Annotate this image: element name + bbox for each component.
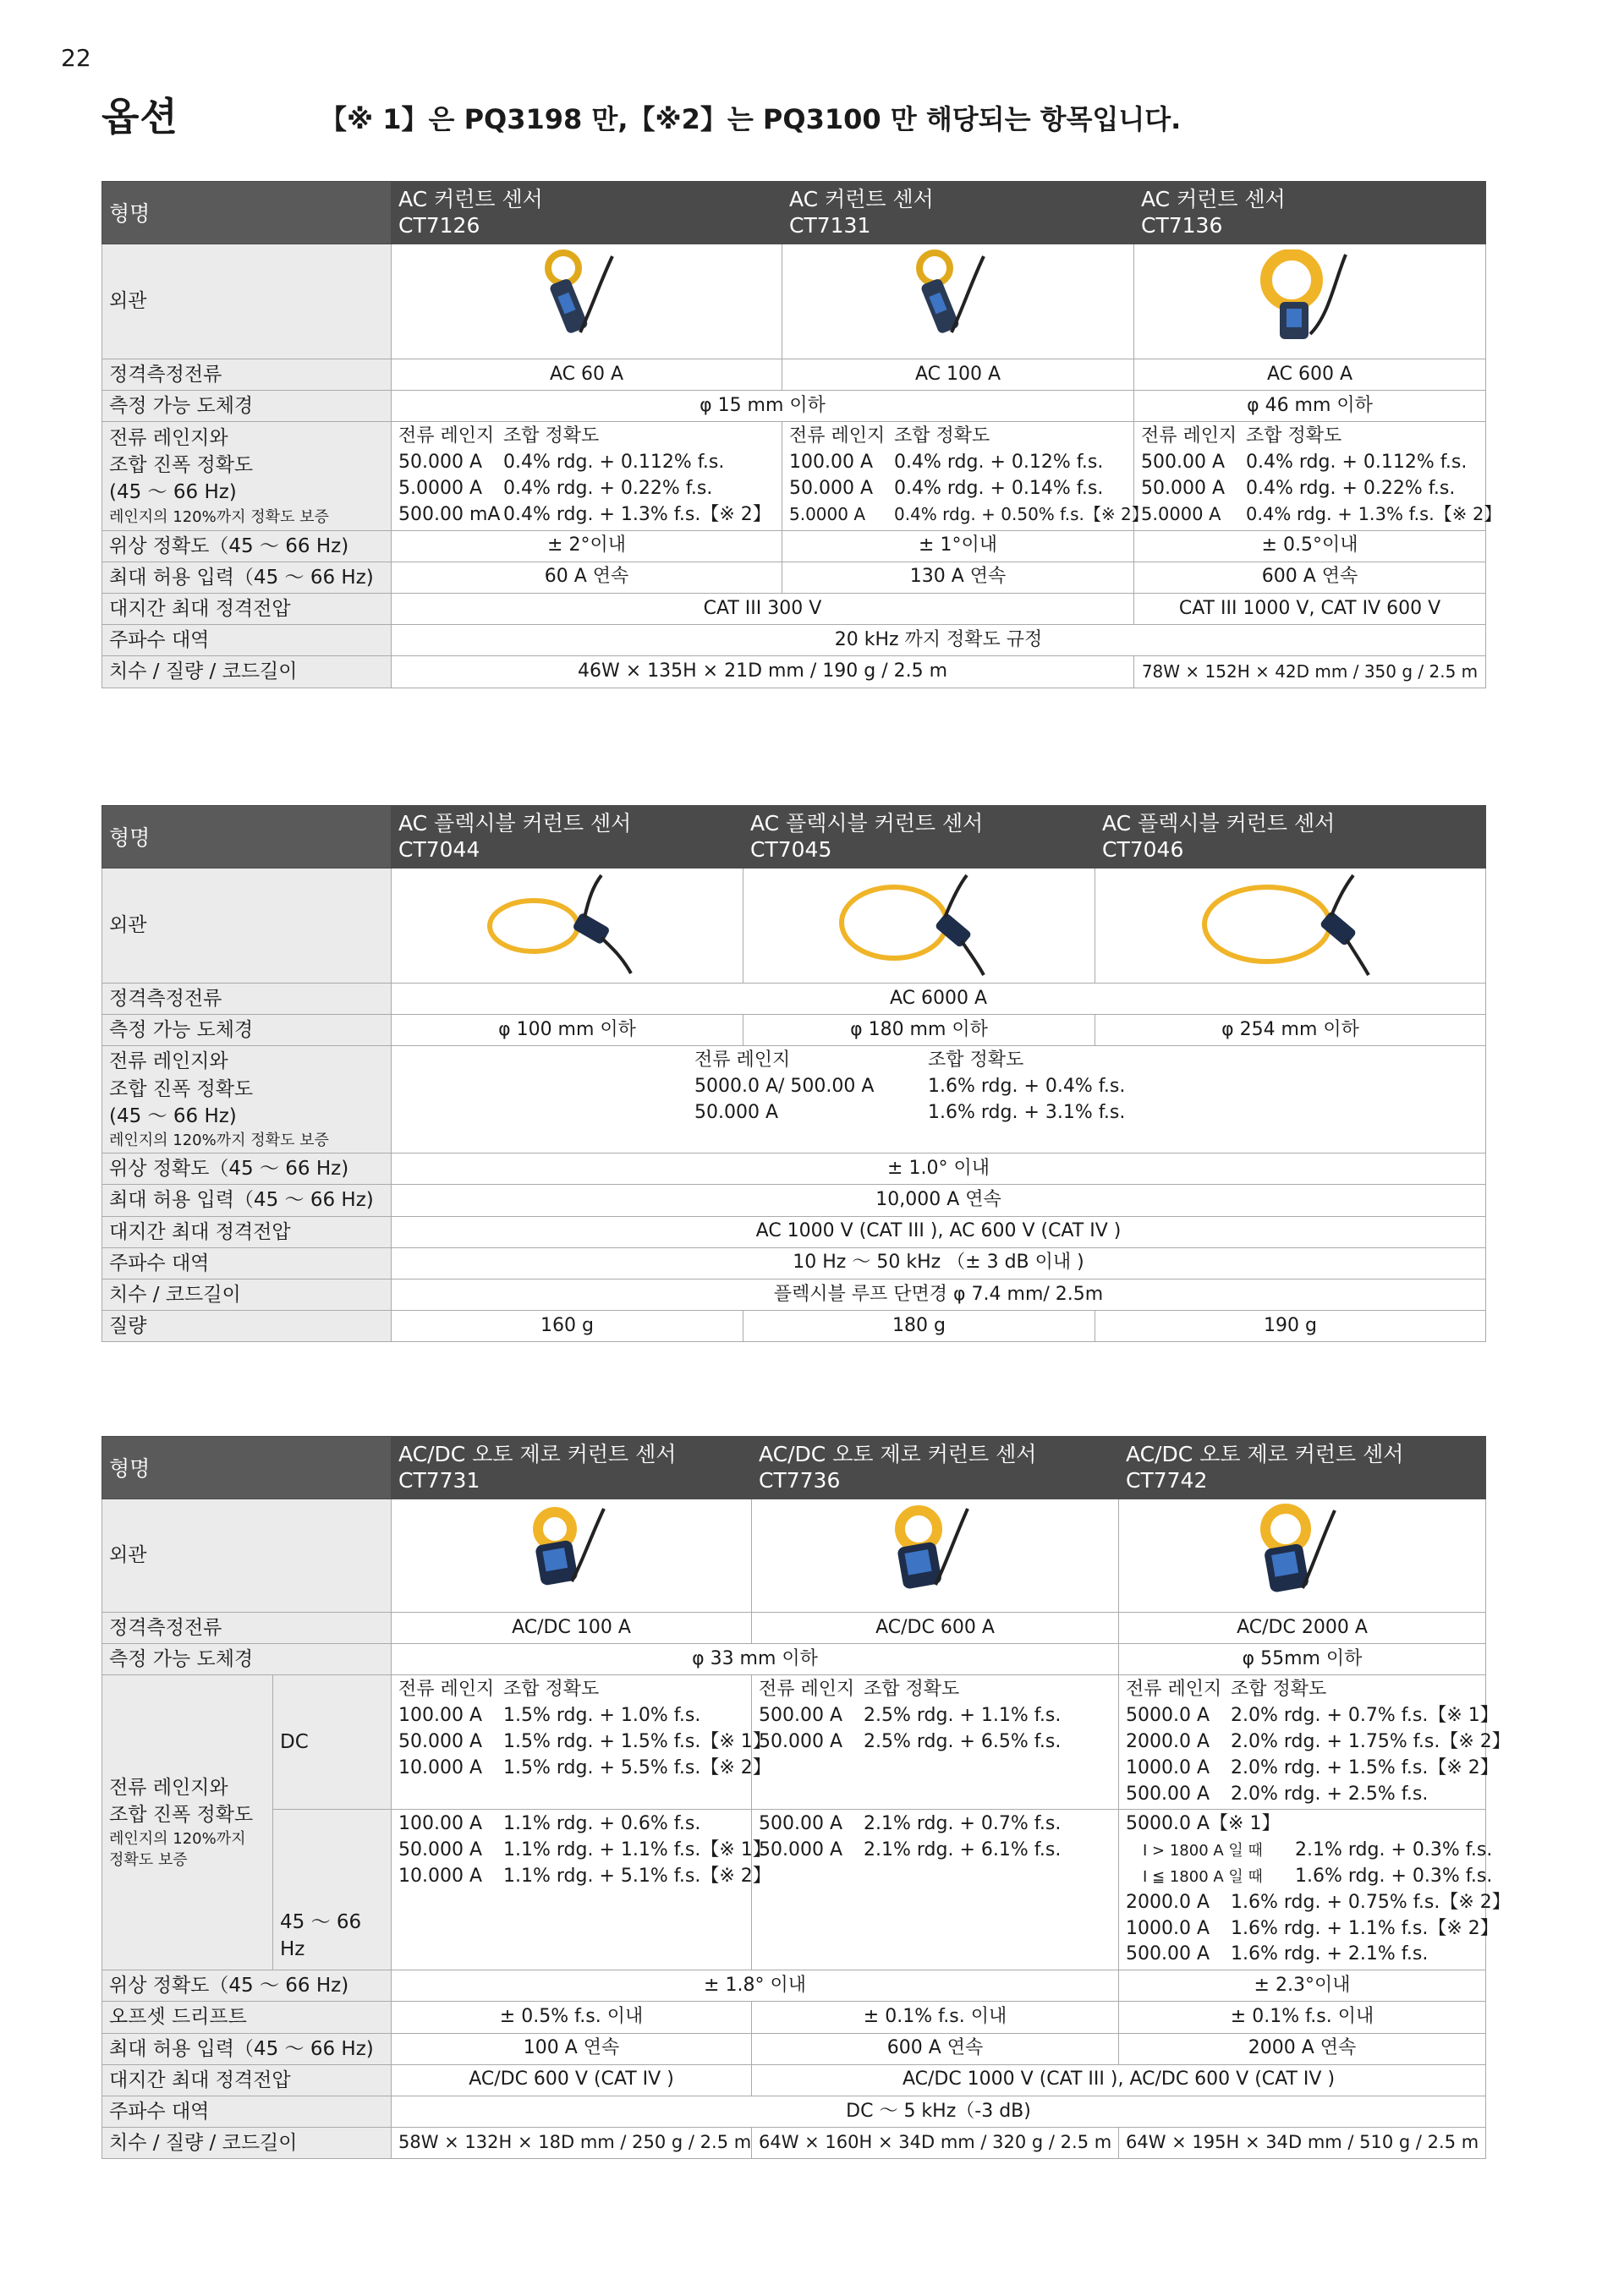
table-acdc-auto-zero-sensors [102,1436,1511,2159]
clamp-sensor-icon [496,1504,648,1608]
accuracy-cell: 5000.0 A【※ 1】 I > 1800 A 일 때 2.1% rdg. + 0.3% f.s. I ≦ 1800 A 일 때 1.6% rdg. + 0.3% f.s. 2000.0 A 1.6% rdg. + 0.75% f.s.【※ 2】 1000.0 A 1.6% rdg. + 1.1% f.s.【※ 2】 500.00 A 1.6% rdg. + 2.1% f.s. [1119,1810,1486,1970]
max-voltage-label: 대지간 최대 정격전압 [102,593,392,624]
table-cell: AC/DC 100 A [392,1613,752,1644]
table-cell: φ 55mm 이하 [1119,1644,1486,1675]
table-cell: ± 0.5% f.s. 이내 [392,2002,752,2033]
model-header: AC/DC 오토 제로 커런트 센서 CT7742 [1119,1437,1486,1499]
conductor-dia-label: 측정 가능 도체경 [102,391,392,422]
table-cell: φ 180 mm 이하 [743,1015,1095,1046]
table-cell: 58W × 132H × 18D mm / 250 g / 2.5 m [392,2128,752,2159]
clamp-sensor-icon [1226,1504,1379,1608]
accuracy-label: 전류 레인지와 조합 진폭 정확도 (45 ～ 66 Hz) 레인지의 120%까지 정확도 보증 [102,422,392,530]
table-row [102,2128,1486,2159]
table-row [102,1311,1486,1342]
offset-drift-label: 오프셋 드리프트 [102,2002,392,2033]
table-row [102,1046,1486,1153]
max-voltage-label: 대지간 최대 정격전압 [102,1216,392,1247]
appearance-label: 외관 [102,244,392,359]
flexible-sensor-icon [475,874,661,978]
accuracy-cell: 전류 레인지 조합 정확도 100.00 A 0.4% rdg. + 0.12% f.s. 50.000 A 0.4% rdg. + 0.14% f.s. 5.0000 A 0.4% rdg. + 0.50% f.s.【※ 2】 [782,422,1134,530]
table-cell: ± 1°이내 [782,530,1134,562]
table-cell: AC/DC 2000 A [1119,1613,1486,1644]
table-cell: φ 254 mm 이하 [1095,1015,1486,1046]
table-row [102,1613,1486,1644]
table-row [102,1015,1486,1046]
table-row [102,530,1486,562]
table-row [102,1644,1486,1675]
accuracy-cell: 500.00 A 2.1% rdg. + 0.7% f.s. 50.000 A 2.1% rdg. + 6.1% f.s. [752,1810,1119,1970]
table-cell: DC ～ 5 kHz（-3 dB) [392,2096,1486,2127]
accuracy-cell: 100.00 A 1.1% rdg. + 0.6% f.s. 50.000 A 1.1% rdg. + 1.1% f.s.【※ 1】 10.000 A 1.1% rdg. + 5.1% f.s.【※ 2】 [392,1810,752,1970]
table-cell: φ 15 mm 이하 [392,391,1134,422]
model-header: AC 플렉시블 커런트 센서 CT7044 [392,806,743,869]
table-cell: ± 0.5°이내 [1134,530,1486,562]
conductor-dia-label: 측정 가능 도체경 [102,1015,392,1046]
table-cell: ± 1.0° 이내 [392,1153,1486,1185]
page-number: 22 [61,44,91,72]
product-image [1119,1499,1486,1613]
clamp-sensor-icon [859,1504,1012,1608]
table-cell: 190 g [1095,1311,1486,1342]
table-cell: AC 600 A [1134,359,1486,391]
max-voltage-label: 대지간 최대 정격전압 [102,2064,392,2096]
rated-current-label: 정격측정전류 [102,359,392,391]
clamp-sensor-icon [882,249,1034,354]
table-row [102,984,1486,1015]
table-row [102,1185,1486,1216]
table-row [102,2002,1486,2033]
table-cell: AC/DC 600 V (CAT IV ) [392,2064,752,2096]
model-label: 형명 [102,182,392,244]
table-cell: 64W × 160H × 34D mm / 320 g / 2.5 m [752,2128,1119,2159]
dc-label: DC [273,1675,392,1810]
model-header: AC 커런트 센서 CT7131 [782,182,1134,244]
table-cell: ± 0.1% f.s. 이내 [1119,2002,1486,2033]
table-cell: 10,000 A 연속 [392,1185,1486,1216]
table-cell: φ 100 mm 이하 [392,1015,743,1046]
accuracy-cell: 전류 레인지 조합 정확도 5000.0 A 2.0% rdg. + 0.7% f.s.【※ 1】 2000.0 A 2.0% rdg. + 1.75% f.s.【※ 2】 1000.0 A 2.0% rdg. + 1.5% f.s.【※ 2】 500.00 A 2.0% rdg. + 2.5% f.s. [1119,1675,1486,1810]
model-header: AC/DC 오토 제로 커런트 센서 CT7731 [392,1437,752,1499]
table-cell: 60 A 연속 [392,562,782,593]
accuracy-cell: 전류 레인지 조합 정확도 500.00 A 2.5% rdg. + 1.1% f.s. 50.000 A 2.5% rdg. + 6.5% f.s. [752,1675,1119,1810]
product-image [392,244,782,359]
table-cell: 130 A 연속 [782,562,1134,593]
model-label: 형명 [102,806,392,869]
phase-label: 위상 정확도（45 ～ 66 Hz) [102,1153,392,1185]
freq-band-label: 주파수 대역 [102,625,392,656]
product-image [782,244,1134,359]
table-cell: ± 2.3°이내 [1119,1970,1486,2002]
accuracy-cell: 전류 레인지 조합 정확도 500.00 A 0.4% rdg. + 0.112% f.s. 50.000 A 0.4% rdg. + 0.22% f.s. 5.0000 A 0.4% rdg. + 1.3% f.s.【※ 2】 [1134,422,1486,530]
clamp-sensor-icon [1234,249,1386,354]
table-cell: CAT III 1000 V, CAT IV 600 V [1134,593,1486,624]
table-row [102,562,1486,593]
max-input-label: 최대 허용 입력（45 ～ 66 Hz) [102,562,392,593]
max-input-label: 최대 허용 입력（45 ～ 66 Hz) [102,2033,392,2064]
dims-label: 치수 / 코드길이 [102,1279,392,1310]
phase-label: 위상 정확도（45 ～ 66 Hz) [102,530,392,562]
table-cell: 20 kHz 까지 정확도 규정 [392,625,1486,656]
table-row [102,2064,1486,2096]
table-row [102,593,1486,624]
table-cell: ± 0.1% f.s. 이내 [752,2002,1119,2033]
flexible-sensor-icon [826,874,1012,978]
table-cell: AC 1000 V (CAT III ), AC 600 V (CAT IV ) [392,1216,1486,1247]
table-cell: φ 46 mm 이하 [1134,391,1486,422]
table-row [102,2096,1486,2127]
table-ac-current-sensors [102,181,1502,688]
table-row [102,1970,1486,2002]
table-row [102,391,1486,422]
max-input-label: 최대 허용 입력（45 ～ 66 Hz) [102,1185,392,1216]
table-cell: 600 A 연속 [1134,562,1486,593]
clamp-sensor-icon [511,249,663,354]
dims-label: 치수 / 질량 / 코드길이 [102,2128,392,2159]
table-cell: AC/DC 1000 V (CAT III ), AC/DC 600 V (CAT IV ) [752,2064,1486,2096]
table-row [102,656,1486,688]
table-cell: CAT III 300 V [392,593,1134,624]
table-row [102,1810,1486,1970]
rated-current-label: 정격측정전류 [102,1613,392,1644]
product-image [392,869,743,984]
accuracy-label: 전류 레인지와 조합 진폭 정확도 레인지의 120%까지 정확도 보증 [102,1675,273,1970]
accuracy-cell: 전류 레인지 조합 정확도 100.00 A 1.5% rdg. + 1.0% f.s. 50.000 A 1.5% rdg. + 1.5% f.s.【※ 1】 10.000 A 1.5% rdg. + 5.5% f.s.【※ 2】 [392,1675,752,1810]
table-cell: 2000 A 연속 [1119,2033,1486,2064]
table-row [102,1216,1486,1247]
table-cell: AC 100 A [782,359,1134,391]
table-cell: 180 g [743,1311,1095,1342]
table-row [102,1279,1486,1310]
freq-band-label: 주파수 대역 [102,2096,392,2127]
table-cell: 78W × 152H × 42D mm / 350 g / 2.5 m [1134,656,1486,688]
table-row [102,359,1486,391]
table-cell: 10 Hz ～ 50 kHz （± 3 dB 이내 ) [392,1247,1486,1279]
table-cell: 100 A 연속 [392,2033,752,2064]
model-header: AC 플렉시블 커런트 센서 CT7045 [743,806,1095,869]
table-cell: AC/DC 600 A [752,1613,1119,1644]
product-image [1095,869,1486,984]
model-header: AC 플렉시블 커런트 센서 CT7046 [1095,806,1486,869]
table-row [102,422,1486,530]
conductor-dia-label: 측정 가능 도체경 [102,1644,392,1675]
page-title: 옵션 [102,94,178,140]
accuracy-cell: 전류 레인지 조합 정확도 50.000 A 0.4% rdg. + 0.112% f.s. 5.0000 A 0.4% rdg. + 0.22% f.s. 500.00 mA 0.4% rdg. + 1.3% f.s.【※ 2】 [392,422,782,530]
accuracy-cell: 전류 레인지 조합 정확도 5000.0 A/ 500.00 A 1.6% rdg. + 0.4% f.s. 50.000 A 1.6% rdg. + 3.1% f.s. [392,1046,1486,1153]
appearance-label: 외관 [102,869,392,984]
product-image [392,1499,752,1613]
table-cell: 600 A 연속 [752,2033,1119,2064]
dims-label: 치수 / 질량 / 코드길이 [102,656,392,688]
appearance-label: 외관 [102,1499,392,1613]
table-row [102,1437,1486,1499]
model-label: 형명 [102,1437,392,1499]
table-row [102,2033,1486,2064]
notice-text: 【※ 1】은 PQ3198 만,【※2】는 PQ3100 만 해당되는 항목입니다. [320,103,1182,135]
table-row [102,625,1486,656]
table-cell: 46W × 135H × 21D mm / 190 g / 2.5 m [392,656,1134,688]
table-row [102,182,1486,244]
flexible-sensor-icon [1189,874,1392,978]
hz-label: 45 ～ 66 Hz [273,1810,392,1970]
table-row [102,1247,1486,1279]
table-row [102,1675,1486,1810]
weight-label: 질량 [102,1311,392,1342]
table-cell: 160 g [392,1311,743,1342]
table-cell: AC 6000 A [392,984,1486,1015]
product-image [752,1499,1119,1613]
table-cell: AC 60 A [392,359,782,391]
table-row [102,244,1486,359]
table-row [102,1499,1486,1613]
table-cell: ± 1.8° 이내 [392,1970,1119,2002]
table-cell: φ 33 mm 이하 [392,1644,1119,1675]
freq-band-label: 주파수 대역 [102,1247,392,1279]
table-cell: 플렉시블 루프 단면경 φ 7.4 mm/ 2.5m [392,1279,1486,1310]
table-row [102,869,1486,984]
table-row [102,806,1486,869]
rated-current-label: 정격측정전류 [102,984,392,1015]
product-image [743,869,1095,984]
model-header: AC 커런트 센서 CT7126 [392,182,782,244]
phase-label: 위상 정확도（45 ～ 66 Hz) [102,1970,392,2002]
model-header: AC/DC 오토 제로 커런트 센서 CT7736 [752,1437,1119,1499]
model-header: AC 커런트 센서 CT7136 [1134,182,1486,244]
table-row [102,1153,1486,1185]
product-image [1134,244,1486,359]
table-cell: 64W × 195H × 34D mm / 510 g / 2.5 m [1119,2128,1486,2159]
table-cell: ± 2°이내 [392,530,782,562]
table-ac-flexible-sensors [102,805,1486,1342]
accuracy-label: 전류 레인지와 조합 진폭 정확도 (45 ～ 66 Hz) 레인지의 120%까지 정확도 보증 [102,1046,392,1153]
